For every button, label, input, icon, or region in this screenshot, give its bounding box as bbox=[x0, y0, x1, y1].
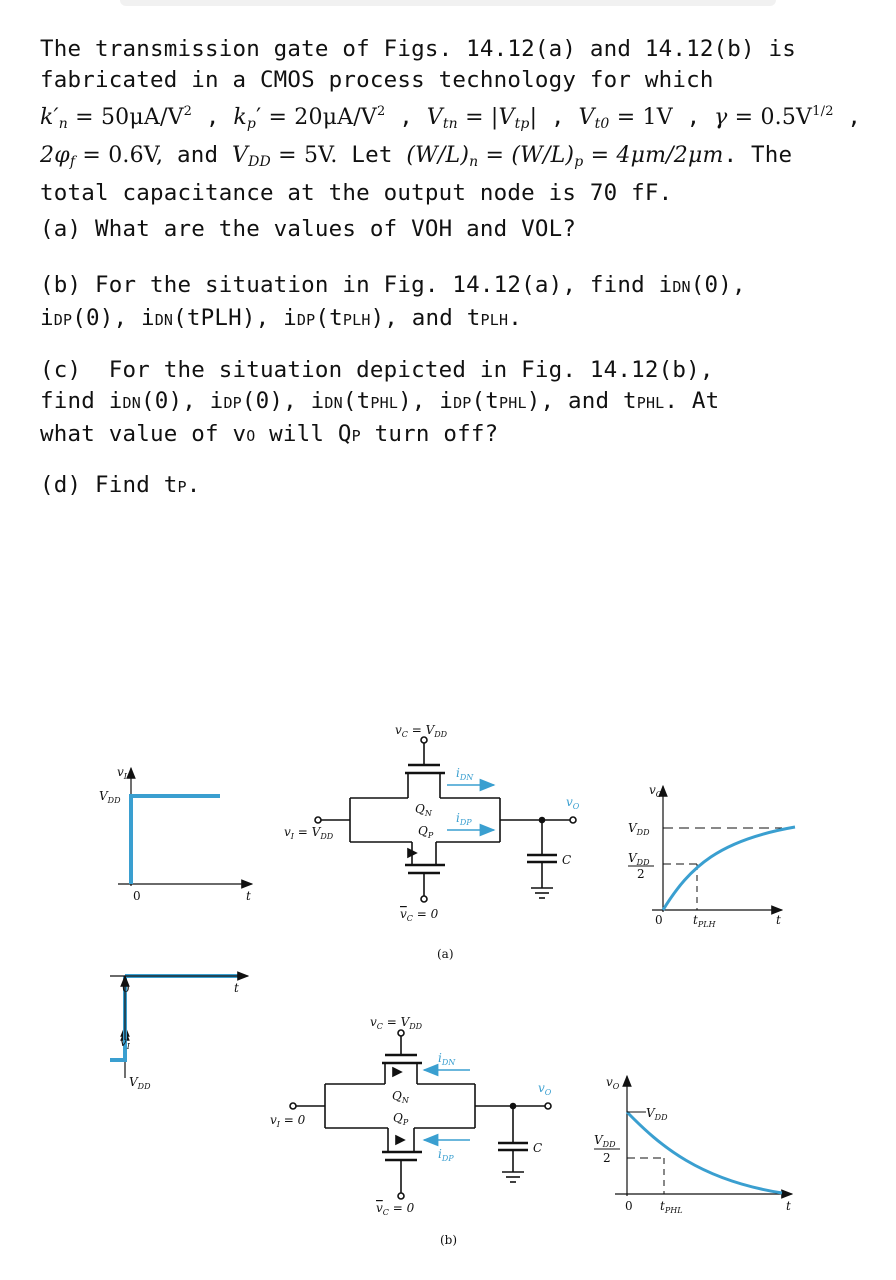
figure-b bbox=[110, 976, 792, 1247]
vcbar-terminal-b bbox=[398, 1193, 404, 1199]
vc-terminal-b bbox=[398, 1030, 404, 1036]
vi-terminal-a bbox=[315, 817, 321, 823]
phi-value: = 0.6V, bbox=[75, 143, 164, 168]
zero-label-b: 0 bbox=[122, 981, 130, 995]
vt0-value: = 1V bbox=[609, 105, 673, 130]
question-b-line-1: (b) For the situation in Fig. 14.12(a), find iDN(0), bbox=[40, 272, 746, 298]
phi-symbol: $2\varphi_f$ bbox=[40, 143, 76, 170]
vtn-symbol: $V_{tn}$ bbox=[426, 105, 458, 132]
idp-label-a: $i_{DP}$ bbox=[456, 811, 472, 827]
vo-label-a: $v_O$ bbox=[566, 795, 580, 811]
vdd-value: = 5V. bbox=[270, 143, 338, 168]
circuit-a-labels bbox=[284, 723, 580, 961]
circuit-a bbox=[315, 737, 576, 902]
kn-value: = $50\mu A/V^2$ bbox=[67, 104, 193, 130]
t-label-b: t bbox=[234, 981, 239, 995]
cap-label-b: C bbox=[533, 1141, 543, 1155]
vi-axis-label-a: $v_I$ bbox=[117, 765, 127, 781]
vi-axis-label-b: $v_I$ bbox=[120, 1035, 130, 1051]
and-word: and bbox=[163, 142, 232, 168]
wl-value: = 4μm/2μm bbox=[583, 143, 724, 168]
input-waveform-b bbox=[110, 976, 248, 1091]
eq: = | bbox=[457, 105, 499, 130]
idn-label-a: $i_{DN}$ bbox=[456, 766, 474, 782]
question-c-line-1: (c) For the situation depicted in Fig. 14.12(b), bbox=[40, 357, 714, 383]
qn-label-b: $Q_N$ bbox=[392, 1089, 409, 1105]
out-half-den-a: 2 bbox=[637, 867, 645, 881]
out-zero-a: 0 bbox=[655, 913, 663, 927]
out-half-den-b: 2 bbox=[603, 1151, 611, 1165]
vi-label-a: $v_I = V_{DD}$ bbox=[284, 825, 334, 841]
out-t-a: t bbox=[776, 913, 781, 927]
kp-value: ′ = $20\mu A/V^2$ bbox=[256, 104, 386, 130]
input-waveform-a bbox=[99, 765, 252, 903]
out-t-b: t bbox=[786, 1199, 791, 1213]
sep: , bbox=[385, 104, 427, 130]
intro-line-1: The transmission gate of Figs. 14.12(a) and 14.12(b) is fabricated in a CMOS process technology for which bbox=[40, 36, 797, 93]
step-up-waveform bbox=[131, 796, 220, 884]
vo-axis-label-b: $v_O$ bbox=[606, 1075, 620, 1091]
qp-label-b: $Q_P$ bbox=[393, 1111, 409, 1127]
idn-label-b: $i_{DN}$ bbox=[438, 1051, 456, 1067]
vtp-symbol: $V_{tp}$ bbox=[498, 105, 530, 132]
wl-n: $(W/L)_n$ bbox=[406, 143, 479, 170]
tphl-label: $t_{PHL}$ bbox=[660, 1199, 683, 1215]
circuit-b-labels bbox=[270, 1015, 552, 1247]
gamma-symbol: γ bbox=[714, 105, 728, 130]
vc-label-b: $v_C = V_{DD}$ bbox=[370, 1015, 423, 1031]
figure-a bbox=[99, 723, 795, 961]
qp-label-a: $Q_P$ bbox=[418, 824, 434, 840]
vc-terminal-a bbox=[421, 737, 427, 743]
vc-label-a: $v_C = V_{DD}$ bbox=[395, 723, 448, 739]
currents-b bbox=[424, 1070, 470, 1140]
out-half-num-b: $V_{DD}$ bbox=[594, 1133, 616, 1149]
circuit-b bbox=[290, 1030, 551, 1199]
t-label-a: t bbox=[246, 889, 251, 903]
out-zero-b: 0 bbox=[625, 1199, 633, 1213]
vdd-label-b: $V_{DD}$ bbox=[129, 1075, 151, 1091]
vi-label-b: $v_I = 0$ bbox=[270, 1113, 306, 1129]
rising-curve bbox=[663, 827, 795, 910]
vo-axis-label-a: $v_O$ bbox=[649, 783, 663, 799]
vcbar-label-a: $v_C = 0$ bbox=[400, 907, 439, 923]
sep: , bbox=[537, 104, 579, 130]
qn-arrow-icon-b bbox=[393, 1068, 401, 1076]
idp-label-b: $i_{DP}$ bbox=[438, 1147, 454, 1163]
the-word: . The bbox=[723, 142, 793, 168]
vcbar-terminal-a bbox=[421, 896, 427, 902]
cap-label-a: C bbox=[562, 853, 572, 867]
abs-bar: | bbox=[529, 105, 538, 130]
vo-label-b: $v_O$ bbox=[538, 1081, 552, 1097]
tplh-label: $t_{PLH}$ bbox=[693, 913, 716, 929]
qp-arrow-icon-a bbox=[408, 849, 416, 857]
out-vdd-label-a: $V_{DD}$ bbox=[628, 821, 650, 837]
question-c-line-2: find iDN(0), iDP(0), iDN(tPHL), iDP(tPHL), and tPHL. At bbox=[40, 388, 720, 414]
output-waveform-b bbox=[594, 1075, 792, 1215]
out-vdd-label-b: $V_{DD}$ bbox=[646, 1106, 668, 1122]
question-d-text: (d) Find tP. bbox=[40, 472, 201, 498]
question-a-text: (a) What are the values of VOH and VOL? bbox=[40, 216, 577, 242]
sep: , bbox=[833, 104, 862, 130]
falling-curve bbox=[627, 1112, 782, 1193]
out-half-num-a: $V_{DD}$ bbox=[628, 851, 650, 867]
vcbar-label-b: $v_C = 0$ bbox=[376, 1201, 415, 1217]
sep: , bbox=[672, 104, 715, 130]
gamma-value: = $0.5V^{1/2}$ bbox=[727, 104, 834, 130]
vo-terminal-a bbox=[570, 817, 576, 823]
kp-symbol: $k_p$ bbox=[233, 105, 257, 132]
let-word: Let bbox=[337, 142, 407, 168]
qn-label-a: $Q_N$ bbox=[415, 802, 432, 818]
vi-terminal-b bbox=[290, 1103, 296, 1109]
vdd-symbol: $V_{DD}$ bbox=[231, 143, 271, 170]
zero-label-a: 0 bbox=[133, 889, 141, 903]
wl-p: $(W/L)_p$ bbox=[511, 143, 584, 170]
caption-b: (b) bbox=[440, 1233, 458, 1247]
caption-a: (a) bbox=[437, 947, 454, 961]
question-b-line-2: iDP(0), iDN(tPLH), iDP(tPLH), and tPLH. bbox=[40, 305, 522, 331]
eq: = bbox=[478, 143, 512, 168]
vt0-symbol: $V_{t0}$ bbox=[578, 105, 610, 132]
sep: , bbox=[192, 104, 234, 130]
output-waveform-a bbox=[628, 783, 795, 929]
kn-symbol: $k'_n$ bbox=[40, 105, 68, 132]
vdd-label-a: $V_{DD}$ bbox=[99, 789, 121, 805]
vo-terminal-b bbox=[545, 1103, 551, 1109]
intro-line-cap: total capacitance at the output node is 70 fF. bbox=[40, 180, 673, 206]
qp-arrow-icon-b bbox=[396, 1136, 404, 1144]
question-c-line-3: what value of vO will QP turn off? bbox=[40, 421, 499, 447]
